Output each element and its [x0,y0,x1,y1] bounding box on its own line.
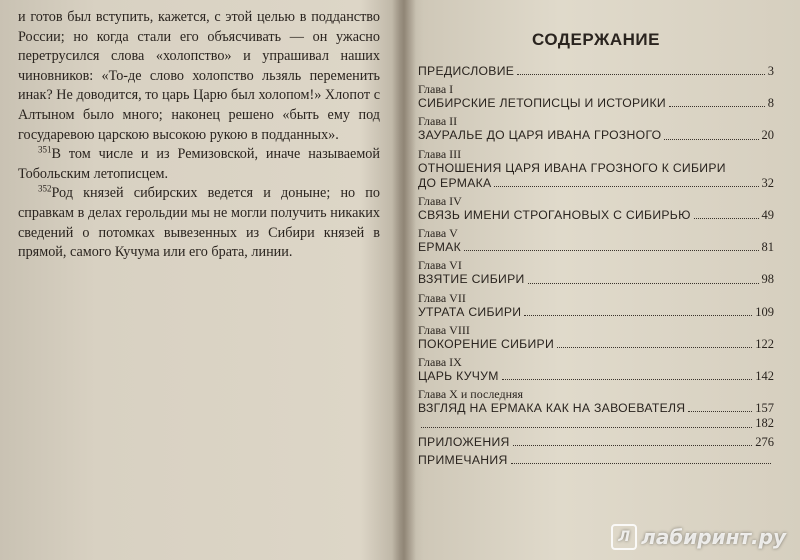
toc-entry-title: ПОКОРЕНИЕ СИБИРИ [418,336,555,351]
toc-row [418,240,774,255]
toc-entry [418,82,774,111]
toc-leader-dots [464,250,758,251]
toc-chapter-label: Глава X и последняя [418,387,524,402]
footnote-text: В том числе и из Ремизовской, иначе называемой Тобольским летописцем. [18,146,380,182]
toc-row [418,305,774,320]
left-page [18,8,380,263]
toc-entry-title: ПРИЛОЖЕНИЯ [418,434,510,449]
toc-entry [418,291,774,320]
toc-row [418,416,774,431]
toc-entry-title: УТРАТА СИБИРИ [418,304,522,319]
toc-leader-dots [524,315,752,316]
toc-row [418,369,774,384]
toc-chapter-label: Глава I [418,82,454,97]
toc-entry [418,194,774,223]
toc-leader-dots [694,218,759,219]
toc-leader-dots [421,427,752,428]
toc-page-number: 32 [761,175,774,190]
toc-chapter-label: Глава VIII [418,322,470,337]
toc-page-number: 49 [761,208,774,223]
toc-page-number: 8 [767,96,774,111]
toc-entry-title: СИБИРСКИЕ ЛЕТОПИСЦЫ И ИСТОРИКИ [418,96,666,111]
toc-row [418,128,774,143]
toc-leader-dots [669,106,765,107]
labirint-logo-icon: Л [611,524,637,550]
toc-page-number: 81 [761,240,774,255]
toc-page-number: 20 [761,128,774,143]
toc-chapter-label: Глава V [418,226,458,241]
toc-page-number: 182 [755,416,774,431]
toc-entry [418,64,774,79]
toc-chapter-label: Глава II [418,114,458,129]
toc-row [418,208,774,223]
watermark-text: лабиринт.ру [641,525,786,549]
footnote-352 [18,184,380,262]
toc-page-number: 109 [755,304,774,319]
toc-page-number: 276 [755,434,774,449]
toc-page-number: 98 [761,272,774,287]
toc-entry [418,453,774,468]
toc-entry-title: ЦАРЬ КУЧУМ [418,369,499,384]
toc-entry [418,387,774,431]
toc-entry [418,323,774,352]
toc-chapter-label: Глава IV [418,194,462,209]
toc-leader-dots [664,139,758,140]
toc-entry [418,435,774,450]
toc-page-number: 157 [755,401,774,416]
toc-page-number: 142 [755,369,774,384]
toc-row [418,96,774,111]
toc-entry-title: ЕРМАК [418,240,462,255]
toc-chapter-label: Глава IX [418,355,462,370]
toc-leader-dots [528,283,759,284]
book-gutter [392,0,416,560]
footnote-text: Род князей сибирских ведется и доныне; но по справкам в делах герольдии мы не могли получить никаких сведений о потомках вывезенных из Сибири князей в прямой, самого Кучума или его брата, линии. [18,185,380,261]
toc-entry-title: ПРЕДИСЛОВИЕ [418,64,515,78]
toc-entry-title: СВЯЗЬ ИМЕНИ СТРОГАНОВЫХ С СИБИРЬЮ [418,208,691,223]
toc-row [418,401,774,416]
toc-row [418,272,774,287]
toc-leader-dots [513,445,753,446]
toc-row [418,453,774,468]
toc-entry-title: ВЗГЛЯД НА ЕРМАКА КАК НА ЗАВОЕВАТЕЛЯ [418,401,686,416]
footnote-marker: 352 [38,183,52,194]
toc-leader-dots [494,186,758,187]
toc-row [418,337,774,352]
right-page-toc [418,30,774,471]
toc-page-number: 3 [767,64,774,78]
toc-leader-dots [557,347,752,348]
paragraph-continuation [18,8,380,145]
footnote-351 [18,145,380,184]
footnote-marker: 351 [38,144,52,155]
toc-chapter-label: Глава VI [418,258,462,273]
toc-row [418,435,774,450]
toc-entry [418,114,774,143]
toc-entry-title: ПРИМЕЧАНИЯ [418,452,508,467]
toc-leader-dots [517,74,765,75]
toc-entry-title: ДО ЕРМАКА [418,175,492,190]
toc-leader-dots [688,411,752,412]
toc-row [418,64,774,79]
watermark [611,524,786,550]
toc-list [418,64,774,468]
toc-entry-title: ЗАУРАЛЬЕ ДО ЦАРЯ ИВАНА ГРОЗНОГО [418,128,662,143]
toc-title: СОДЕРЖАНИЕ [532,30,660,49]
toc-title-line: ОТНОШЕНИЯ ЦАРЯ ИВАНА ГРОЗНОГО К СИБИРИ [418,160,726,175]
toc-leader-dots [511,463,771,464]
toc-row [418,176,774,191]
toc-entry [418,147,774,191]
paragraph-text: и готов был вступить, кажется, с этой целью в подданство России; но когда стали его объясчивать — он ужасно перетрусился слова «холопство» и упрашивал наших чиновников: «То-де слово холопство льзяль переменить инак? Не доводится, то царь Царю был холопом!» Хлопот с Алтыном было много; наконец решено «быть ему под государевою царскою высокою рукою в подданных». [18,9,380,143]
toc-leader-dots [502,379,753,380]
toc-page-number: 122 [755,336,774,351]
toc-entry [418,226,774,255]
toc-entry [418,355,774,384]
toc-entry-title: ВЗЯТИЕ СИБИРИ [418,272,525,287]
toc-chapter-label: Глава VII [418,290,466,305]
toc-entry [418,258,774,287]
toc-chapter-label: Глава III [418,146,462,161]
